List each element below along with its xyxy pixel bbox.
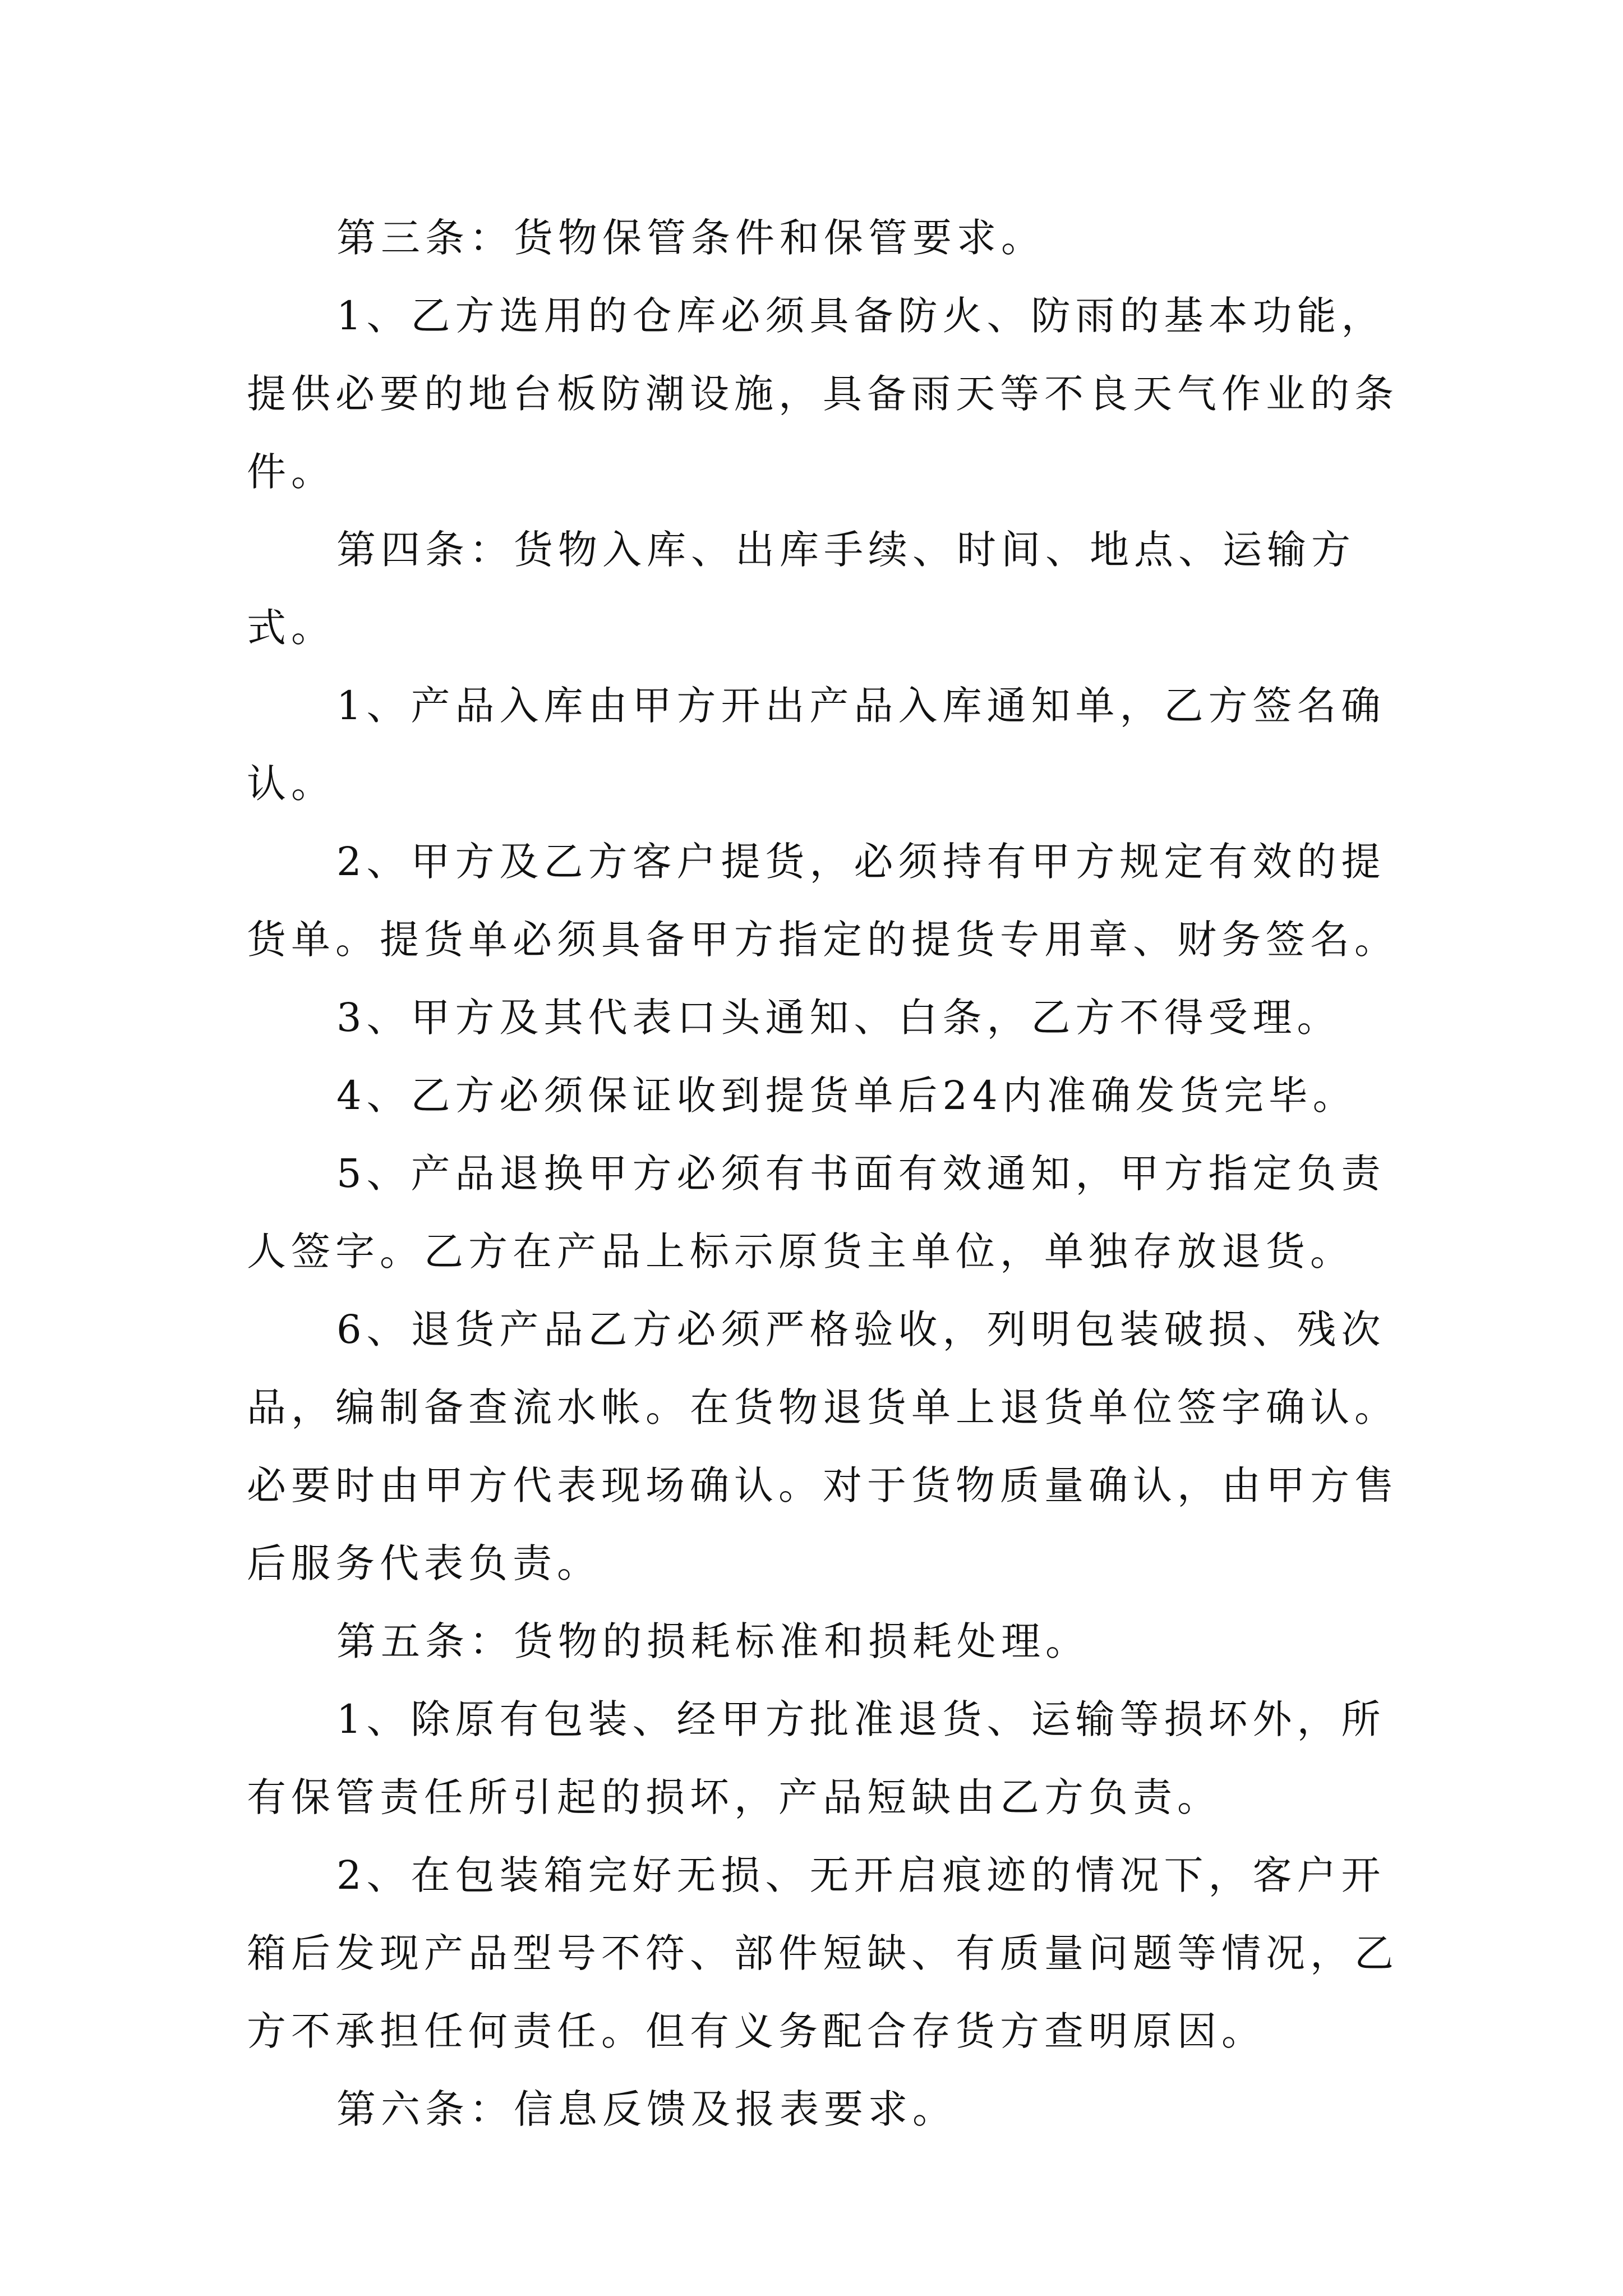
article-4-clause-1: 1、产品入库由甲方开出产品入库通知单，乙方签名确认。	[247, 683, 1386, 807]
article-5-clause-2: 2、在包装箱完好无损、无开启痕迹的情况下，客户开箱后发现产品型号不符、部件短缺、有质量问题等情况，乙方不承担任何责任。但有义务配合存货方查明原因。	[247, 1852, 1399, 2054]
article-3-clause-1: 1、乙方选用的仓库必须具备防火、防雨的基本功能，提供必要的地台板防潮设施，具备雨天等不良天气作业的条件。	[247, 293, 1399, 495]
article-5-heading: 第五条：货物的损耗标准和损耗处理。	[336, 1618, 1090, 1664]
article-5-clause-1: 1、除原有包装、经甲方批准退货、运输等损坏外，所有保管责任所引起的损坏，产品短缺由乙方负责。	[247, 1696, 1386, 1820]
article-4-clause-4: 4、乙方必须保证收到提货单后24内准确发货完毕。	[336, 1073, 1357, 1119]
article-4-clause-2: 2、甲方及乙方客户提货，必须持有甲方规定有效的提货单。提货单必须具备甲方指定的提货专用章、财务签名。	[247, 839, 1399, 963]
article-4-clause-3: 3、甲方及其代表口头通知、白条，乙方不得受理。	[336, 995, 1341, 1041]
article-4-heading: 第四条：货物入库、出库手续、时间、地点、运输方式。	[247, 527, 1355, 651]
article-4-clause-6: 6、退货产品乙方必须严格验收，列明包装破损、残次品，编制备查流水帐。在货物退货单上退货单位签字确认。必要时由甲方代表现场确认。对于货物质量确认，由甲方售后服务代表负责。	[247, 1306, 1399, 1586]
article-3-heading: 第三条：货物保管条件和保管要求。	[336, 215, 1045, 261]
article-4-clause-5: 5、产品退换甲方必须有书面有效通知，甲方指定负责人签字。乙方在产品上标示原货主单位，单独存放退货。	[247, 1151, 1386, 1274]
article-6-heading: 第六条：信息反馈及报表要求。	[336, 2086, 957, 2132]
document-body	[247, 199, 1402, 2148]
